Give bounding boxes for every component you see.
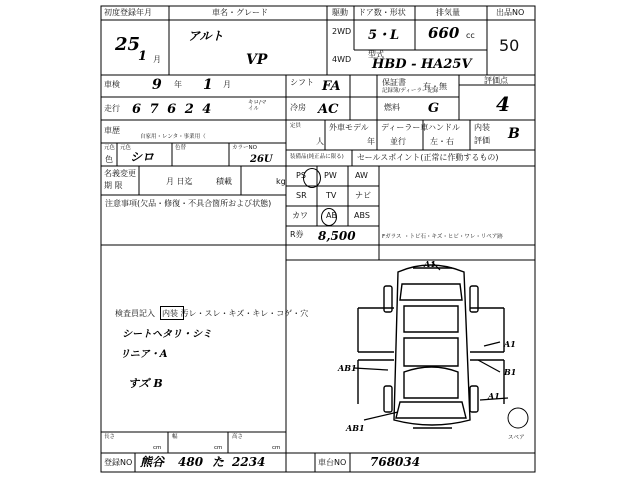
inspection-month: 1	[203, 77, 213, 93]
mark-ab1-left: AB1	[338, 363, 357, 373]
length-cm: cm	[153, 445, 162, 451]
inspector-label: 検査員記入	[115, 309, 155, 318]
equip-ps: PS	[296, 171, 306, 180]
notes-label: 注意事項(欠品・修復・不具合箇所および状態)	[105, 199, 272, 208]
car-diagram	[358, 265, 504, 428]
interior-grade: B	[508, 126, 520, 142]
chassis-no-value: 768034	[370, 455, 421, 469]
inspector-note-3: すズ B	[128, 377, 163, 390]
mark-a1-top: A1	[424, 259, 436, 269]
first-reg-label: 初度登録年月	[104, 8, 152, 17]
color-change-label: 色替	[175, 145, 187, 151]
inspector-note-2: リニア・A	[120, 349, 168, 360]
interior-box	[160, 306, 184, 320]
doors-value: 5・L	[368, 28, 400, 43]
glass-label: Fガラス	[382, 234, 402, 240]
reg-no-label: 登録NO	[104, 458, 133, 467]
chassis-no-label: 車台NO	[318, 458, 347, 467]
name-grade-label: 車名・グレード	[212, 8, 268, 17]
exhibit-no-label: 出品NO	[496, 8, 525, 17]
interior-eval-label: 評価	[474, 136, 490, 145]
mark-a1-right: A1	[504, 339, 516, 349]
vehicle-name: アルト	[188, 29, 224, 43]
inspection-year-unit: 年	[174, 80, 182, 89]
warranty-label: 保証書	[382, 78, 406, 87]
displacement-label: 排気量	[436, 8, 460, 17]
recycle-amount: 8,500	[318, 229, 356, 243]
color-value: シロ	[130, 150, 155, 164]
exhibit-no-value: 50	[499, 36, 520, 55]
warranty-sub-label: 記録簿/ディーラー記録	[382, 88, 439, 94]
cc-label: cc	[466, 31, 475, 40]
dealer-parallel: 並行	[390, 137, 406, 146]
mileage-label: 走行	[104, 104, 120, 113]
model-year-unit: 年	[367, 137, 375, 146]
inspector-options: 内装 汚レ・スレ・キズ・キレ・コゲ・穴	[162, 309, 309, 318]
inspection-label: 車検	[104, 80, 120, 89]
shift-label: シフト	[290, 78, 314, 87]
mileage-value: 6 7 6 2 4	[132, 102, 214, 117]
color-no-value: 26U	[250, 154, 273, 165]
model-year-label: 外車モデル	[329, 123, 369, 132]
4wd-label: 4WD	[332, 55, 352, 64]
loading-label: 積載	[216, 177, 232, 186]
fuel-label: 燃料	[384, 103, 400, 112]
month-day-label: 月 日迄	[166, 177, 193, 186]
mark-a1-rear: A1	[488, 391, 500, 401]
dealer-label: ディーラー車	[381, 123, 429, 132]
height-label: 高さ	[232, 434, 244, 440]
width-label: 幅	[172, 434, 178, 440]
recycle-label: R券	[290, 230, 304, 239]
damage-marks	[354, 259, 508, 420]
equip-navi: ナビ	[355, 191, 371, 200]
spare-label: スペア	[508, 435, 525, 441]
displacement-value: 660	[428, 24, 460, 42]
equip-ab: AB	[326, 211, 337, 220]
kg-label: kg	[276, 177, 286, 186]
orig-color-label: 元色	[120, 145, 132, 151]
color-no-label: カラーNO	[232, 145, 257, 151]
model-type-label: 型式	[368, 50, 384, 59]
equip-aw: AW	[355, 171, 368, 180]
persons-label: 人	[316, 137, 324, 146]
reg-area: 熊谷	[140, 455, 165, 469]
history-label: 車歴	[104, 126, 120, 135]
name-change-label: 名義変更	[104, 169, 136, 178]
model-code: HBD - HA25V	[372, 57, 472, 72]
ab-check-circle	[321, 208, 337, 226]
inspector-note-1: シートヘタリ・シミ	[122, 329, 212, 340]
ac-label: 冷房	[290, 103, 306, 112]
period-label: 期 限	[104, 181, 123, 190]
equip-tv: TV	[326, 191, 337, 200]
spare-tire-icon	[508, 408, 528, 428]
length-label: 長さ	[104, 434, 116, 440]
first-reg-year: 25	[115, 34, 141, 55]
inspection-month-unit: 月	[223, 80, 231, 89]
equipment-header: 装備品(純正品に限る)	[290, 154, 344, 160]
equip-abs: ABS	[354, 211, 370, 220]
equip-sr: SR	[296, 191, 307, 200]
ac-value: AC	[318, 102, 339, 117]
warranty-presence: 有・無	[423, 82, 447, 91]
interior-label: 内装	[474, 123, 490, 132]
height-cm: cm	[272, 445, 281, 451]
ps-check-circle	[303, 168, 321, 188]
color-label: 色	[105, 155, 113, 164]
shift-value: FA	[322, 79, 341, 94]
equip-pw: PW	[324, 171, 337, 180]
rating-value: 4	[496, 92, 510, 116]
sell-point-label: セールスポイント(正常に作動するもの)	[357, 153, 499, 162]
doors-shape-label: ドア数・形状	[358, 8, 406, 17]
handle-label: ハンドル	[428, 123, 460, 132]
width-cm: cm	[214, 445, 223, 451]
drive-label: 駆動	[332, 8, 348, 17]
2wd-label: 2WD	[332, 27, 352, 36]
fuel-value: G	[428, 101, 440, 116]
first-reg-month: 1	[138, 49, 148, 64]
orig-color-marker: 元色	[104, 145, 116, 151]
history-options: 自家用・レンタ・事業用（	[140, 134, 206, 140]
reg-kana: た	[212, 455, 225, 469]
reg-class: 480	[178, 455, 204, 469]
equip-kawa: カワ	[292, 211, 308, 220]
handle-options: 左・右	[430, 137, 454, 146]
reg-number: 2234	[232, 455, 266, 469]
km-mile-label: キロ/マイル	[248, 100, 267, 112]
vehicle-grade: VP	[246, 52, 268, 68]
mark-b1: B1	[504, 367, 517, 377]
first-reg-month-unit: 月	[153, 55, 161, 64]
inspection-year: 9	[152, 77, 162, 93]
capacity-label: 定員	[290, 123, 302, 129]
rating-label: 評価点	[484, 76, 508, 85]
glass-options: ・トビ石・キズ・ヒビ・ワレ・リペア跡	[404, 234, 503, 240]
mark-ab1-bottom: AB1	[346, 423, 365, 433]
